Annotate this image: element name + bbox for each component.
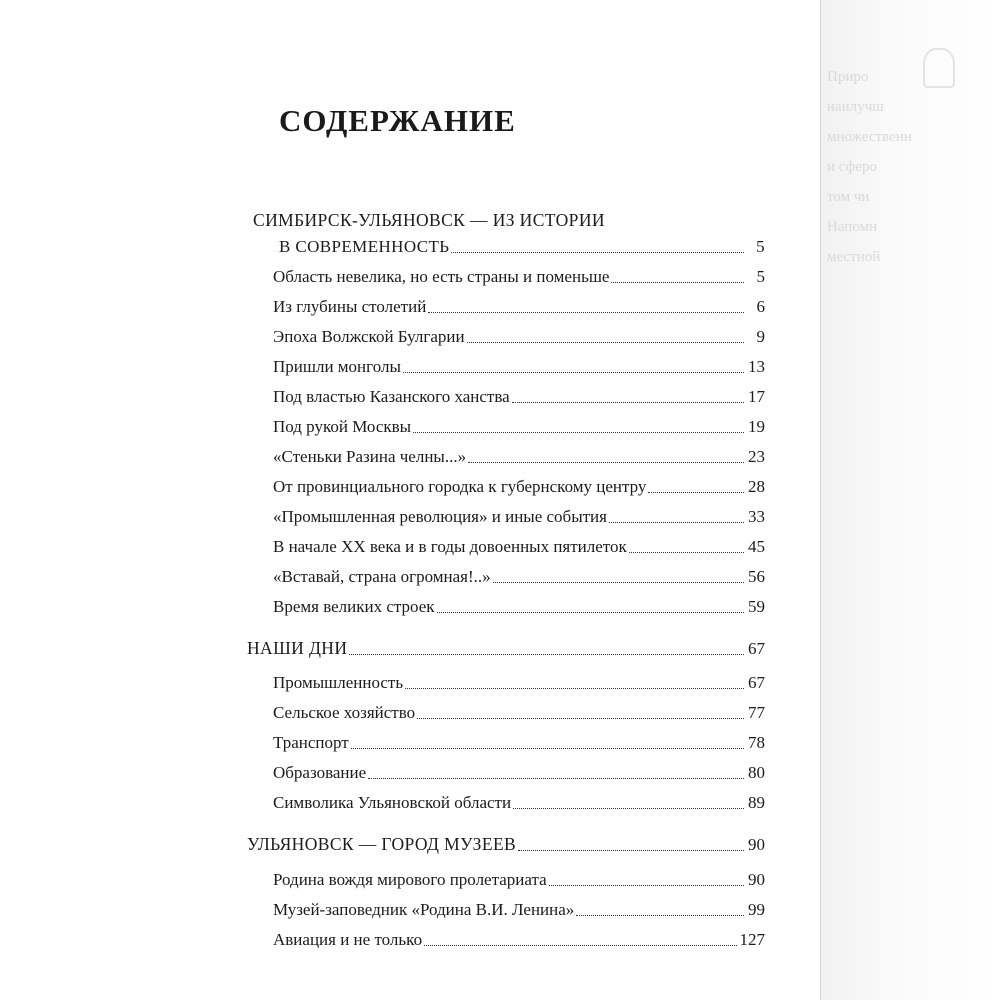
page-number: 99 — [748, 900, 765, 919]
section-heading-line2: В СОВРЕМЕННОСТЬ — [279, 237, 450, 256]
page-number: 77 — [748, 703, 765, 722]
toc-entry-label: Символика Ульяновской области — [273, 793, 512, 812]
dot-leader — [405, 688, 744, 689]
page-number: 59 — [748, 597, 765, 616]
toc-entry-label: «Промышленная революция» и иные события — [273, 507, 607, 526]
dot-leader — [468, 462, 744, 463]
toc-entry[interactable] — [273, 446, 765, 468]
toc-entry[interactable] — [273, 326, 765, 348]
toc-entry-label: Область невелика, но есть страны и поменьше — [273, 267, 610, 286]
toc-entry[interactable] — [273, 266, 765, 288]
toc-entry-label: Транспорт — [273, 733, 349, 752]
dot-leader — [611, 282, 744, 283]
toc-entry-label: «Вставай, страна огромная!..» — [273, 567, 491, 586]
toc-entry[interactable] — [273, 792, 765, 814]
dot-leader — [368, 778, 744, 779]
page-number: 45 — [748, 537, 765, 556]
toc-entry[interactable] — [273, 869, 765, 891]
page-number: 90 — [748, 835, 765, 854]
toc-entry-label: От провинциального городка к губернскому центру — [273, 477, 647, 496]
toc-entry-label: В начале XX века и в годы довоенных пятилеток — [273, 537, 627, 556]
page-number: 28 — [748, 477, 765, 496]
dot-leader — [518, 850, 744, 851]
dot-leader — [417, 718, 744, 719]
page-number: 19 — [748, 417, 765, 436]
page-number: 5 — [756, 237, 765, 256]
page-number: 67 — [748, 673, 765, 692]
page-number: 33 — [748, 507, 765, 526]
page-number: 56 — [748, 567, 765, 586]
section-heading-line1: СИМБИРСК-УЛЬЯНОВСК — ИЗ ИСТОРИИ — [253, 210, 605, 230]
dot-leader — [351, 748, 744, 749]
dot-leader — [403, 372, 744, 373]
toc-entry[interactable] — [273, 356, 765, 378]
dot-leader — [493, 582, 744, 583]
toc-entry[interactable] — [273, 476, 765, 498]
page-number: 13 — [748, 357, 765, 376]
page-number: 17 — [748, 387, 765, 406]
section-heading-line2-row — [279, 236, 765, 258]
toc-entry-label: Музей-заповедник «Родина В.И. Ленина» — [273, 900, 575, 919]
bleed-line: Приро — [827, 69, 869, 85]
dot-leader — [428, 312, 744, 313]
toc-entry-label: Время великих строек — [273, 597, 435, 616]
bleed-line: наилучш — [827, 99, 884, 115]
toc-entry[interactable] — [273, 732, 765, 754]
toc-entry-label: Из глубины столетий — [273, 297, 427, 316]
page-number: 9 — [756, 327, 765, 346]
bleed-line: том чи — [827, 189, 870, 205]
toc-entry[interactable] — [273, 596, 765, 618]
dot-leader — [609, 522, 744, 523]
toc-entry-label: Образование — [273, 763, 367, 782]
toc-entry[interactable] — [273, 566, 765, 588]
toc-entry[interactable] — [273, 702, 765, 724]
toc-entry[interactable] — [273, 762, 765, 784]
page-title: СОДЕРЖАНИЕ — [279, 103, 516, 138]
page-number: 6 — [756, 297, 765, 316]
dot-leader — [349, 654, 744, 655]
page-number: 23 — [748, 447, 765, 466]
section-heading-label: УЛЬЯНОВСК — ГОРОД МУЗЕЕВ — [247, 834, 517, 854]
dot-leader — [413, 432, 744, 433]
toc-entry-label: Под рукой Москвы — [273, 417, 412, 436]
page-number: 5 — [756, 267, 765, 286]
page-number: 127 — [739, 930, 765, 949]
dot-leader — [467, 342, 744, 343]
toc-entry-label: Родина вождя мирового пролетариата — [273, 870, 547, 889]
bleed-line: Напомн — [827, 219, 878, 235]
bleed-line: местной — [827, 249, 881, 265]
dot-leader — [648, 492, 744, 493]
toc-entry-label: Пришли монголы — [273, 357, 401, 376]
section-heading-our-days[interactable] — [247, 637, 765, 660]
page-number: 90 — [748, 870, 765, 889]
dot-leader — [629, 552, 744, 553]
section-heading-history[interactable] — [247, 209, 765, 258]
page-number: 67 — [748, 639, 765, 658]
section-heading-label: НАШИ ДНИ — [247, 638, 348, 658]
section-heading-museums[interactable] — [247, 833, 765, 856]
dot-leader — [576, 915, 744, 916]
toc-entry[interactable] — [273, 929, 765, 951]
page-number: 78 — [748, 733, 765, 752]
toc-entry[interactable] — [273, 899, 765, 921]
toc-entry[interactable] — [273, 416, 765, 438]
toc-entry-label: Сельское хозяйство — [273, 703, 416, 722]
page-number: 89 — [748, 793, 765, 812]
toc-entry[interactable] — [273, 536, 765, 558]
toc-entry-label: «Стеньки Разина челны...» — [273, 447, 467, 466]
bleed-line: и сферо — [827, 159, 877, 175]
toc-entry-label: Под властью Казанского ханства — [273, 387, 510, 406]
dot-leader — [549, 885, 744, 886]
toc-entry-label: Промышленность — [273, 673, 404, 692]
dot-leader — [437, 612, 744, 613]
toc-entry-label: Авиация и не только — [273, 930, 423, 949]
toc-entry[interactable] — [273, 386, 765, 408]
toc-entry-label: Эпоха Волжской Булгарии — [273, 327, 465, 346]
bleed-line: множественн — [827, 129, 912, 145]
dot-leader — [451, 252, 744, 253]
dot-leader — [424, 945, 736, 946]
toc-entry[interactable] — [273, 296, 765, 318]
toc-entry[interactable] — [273, 672, 765, 694]
dot-leader — [512, 402, 744, 403]
toc-entry[interactable] — [273, 506, 765, 528]
page-number: 80 — [748, 763, 765, 782]
dot-leader — [513, 808, 744, 809]
